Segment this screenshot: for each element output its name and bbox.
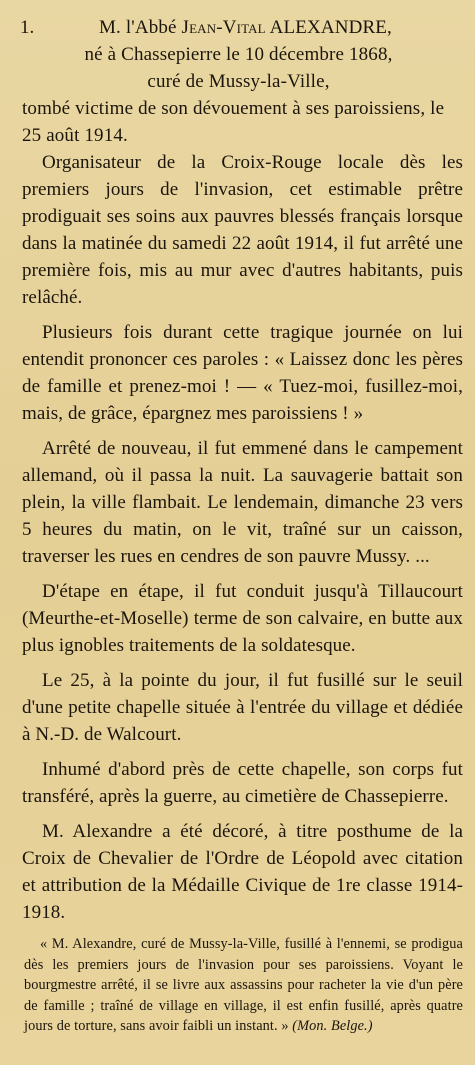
- biography-body: [14, 149, 463, 926]
- name-prefix: M. l'Abbé: [99, 17, 177, 38]
- paragraph: M. Alexandre a été décoré, à titre posthume de la Croix de Chevalier de l'Ordre de Léopold avec citation et attribution de la Médaille Civique de 1re classe 1914-1918.: [22, 821, 463, 923]
- paragraph: Plusieurs fois durant cette tragique journée on lui entendit prononcer ces paroles : « Laissez donc les pères de famille et prenez-moi ! — « Tuez-moi, fusillez-moi, mais, de grâce, épargnez mes paroissiens ! »: [22, 322, 463, 424]
- title-line: curé de Mussy-la-Ville,: [147, 71, 330, 92]
- paragraph: D'étape en étape, il fut conduit jusqu'à Tillaucourt (Meurthe-et-Moselle) terme de son calvaire, en butte aux plus ignobles traitements de la soldatesque.: [22, 581, 463, 656]
- birth-line: né à Chassepierre le 10 décembre 1868,: [84, 44, 393, 65]
- entry-header: [14, 14, 463, 149]
- surname: ALEXANDRE,: [269, 17, 392, 38]
- paragraph: Organisateur de la Croix-Rouge locale dès les premiers jours de l'invasion, cet estimable prêtre prodiguait ses soins aux pauvres blessés français lorsque dans la matinée du samedi 22 août 1914, il fut arrêté une première fois, mis au mur avec d'autres habitants, puis relâché.: [22, 152, 463, 308]
- paragraph: Inhumé d'abord près de cette chapelle, son corps fut transféré, après la guerre, au cimetière de Chassepierre.: [22, 759, 463, 807]
- entry-name-line: [14, 14, 463, 41]
- paragraph: Arrêté de nouveau, il fut emmené dans le campement allemand, où il passa la nuit. La sauvagerie battait son plein, la ville flambait. Le lendemain, dimanche 23 vers 5 heures du matin, on le vit, traîné sur un caisson, traverser les rues en cendres de son pauvre Mussy. ...: [22, 438, 463, 567]
- paragraph: Le 25, à la pointe du jour, il fut fusillé sur le seuil d'une petite chapelle située à l'entrée du village et dédiée à N.-D. de Walcourt.: [22, 670, 463, 745]
- entry-number: 1.: [20, 17, 35, 38]
- quote-source: (Mon. Belge.): [292, 1018, 373, 1034]
- given-names: Jean-Vital: [181, 17, 266, 38]
- quote-text: « M. Alexandre, curé de Mussy-la-Ville, fusillé à l'ennemi, se prodigua dès les premiers jours de l'invasion pour ses paroissiens. Voyant le bourgmestre arrêté, il se livre aux assassins pour racheter la vie d'un père de famille ; traîné de village en village, il est enfin fusillé, après quatre jours de torture, sans avoir faibli un instant. »: [24, 936, 463, 1034]
- death-line: tombé victime de son dévouement à ses paroissiens, le 25 août 1914.: [22, 98, 445, 146]
- citation-quote: [24, 934, 463, 1037]
